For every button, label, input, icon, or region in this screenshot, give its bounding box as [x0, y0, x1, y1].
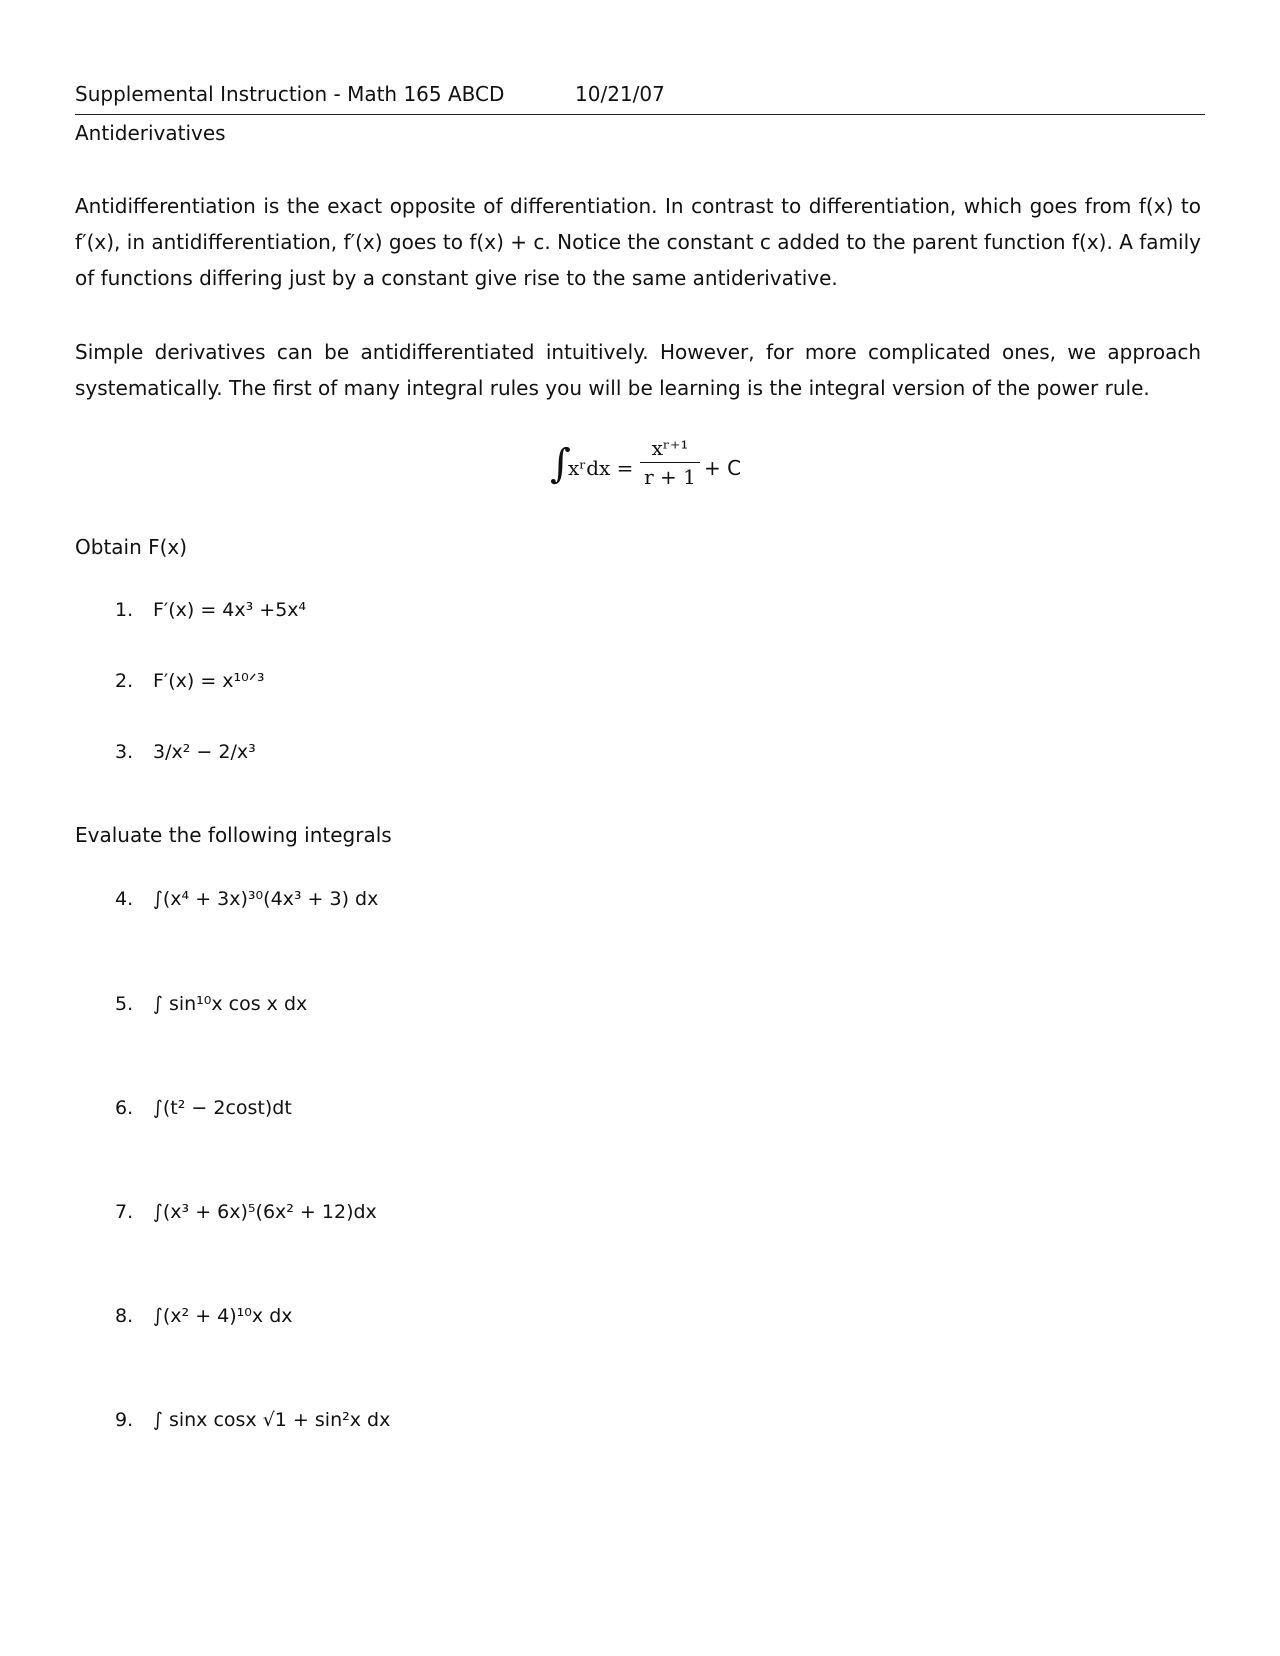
- problem-number: 1.: [115, 599, 134, 621]
- problem-expression: ∫(t² − 2cost)dt: [153, 1097, 292, 1119]
- integral-sign: ∫: [550, 441, 571, 487]
- problem-item: [115, 599, 306, 621]
- intro-paragraph: Antidifferentiation is the exact opposite of differentiation. In contrast to differentiation, which goes from f(x) to f′(x), in antidifferentiation, f′(x) goes to f(x) + c. Notice the constant c added to the parent function f(x). A family of functions differing just by a constant give rise to the same antiderivative.: [75, 194, 1201, 290]
- formula-fraction: [640, 436, 700, 489]
- problem-expression: 3/x² − 2/x³: [153, 741, 256, 763]
- problem-number: 7.: [115, 1201, 134, 1223]
- formula-denominator: r + 1: [644, 465, 696, 489]
- header-date: 10/21/07: [575, 82, 665, 106]
- problem-expression: F′(x) = x¹⁰ᐟ³: [153, 670, 265, 692]
- header-title: Supplemental Instruction - Math 165 ABCD: [75, 82, 505, 106]
- problem-expression: ∫(x⁴ + 3x)³⁰(4x³ + 3) dx: [153, 888, 379, 910]
- problem-item: [115, 1305, 293, 1327]
- problem-number: 8.: [115, 1305, 134, 1327]
- problem-expression: ∫(x³ + 6x)⁵(6x² + 12)dx: [153, 1201, 377, 1223]
- problem-number: 6.: [115, 1097, 134, 1119]
- page-header: [75, 80, 1205, 115]
- power-rule-paragraph: Simple derivatives can be antidifferentiated intuitively. However, for more complicated ones, we approach systematically. The first of many integral rules you will be learning is the integral version of the power rule.: [75, 340, 1201, 400]
- problem-expression: F′(x) = 4x³ +5x⁴: [153, 599, 307, 621]
- formula-numerator: xʳ⁺¹: [640, 436, 700, 463]
- formula-integrand: xʳdx =: [568, 456, 634, 480]
- problem-expression: ∫ sinx cosx √1 + sin²x dx: [153, 1409, 391, 1431]
- formula-constant: + C: [704, 456, 742, 480]
- section-evaluate: Evaluate the following integrals: [75, 823, 392, 847]
- problem-item: [115, 670, 264, 692]
- problem-expression: ∫ sin¹⁰x cos x dx: [153, 993, 308, 1015]
- problem-expression: ∫(x² + 4)¹⁰x dx: [153, 1305, 293, 1327]
- problem-number: 4.: [115, 888, 134, 910]
- problem-item: [115, 1097, 292, 1119]
- problem-number: 9.: [115, 1409, 134, 1431]
- problem-item: [115, 741, 256, 763]
- page-subtitle: Antiderivatives: [75, 121, 226, 145]
- problem-item: [115, 1409, 390, 1431]
- problem-item: [115, 1201, 377, 1223]
- problem-item: [115, 993, 307, 1015]
- section-obtain: Obtain F(x): [75, 535, 188, 559]
- problem-item: [115, 888, 378, 910]
- problem-number: 3.: [115, 741, 134, 763]
- problem-number: 5.: [115, 993, 134, 1015]
- problem-number: 2.: [115, 670, 134, 692]
